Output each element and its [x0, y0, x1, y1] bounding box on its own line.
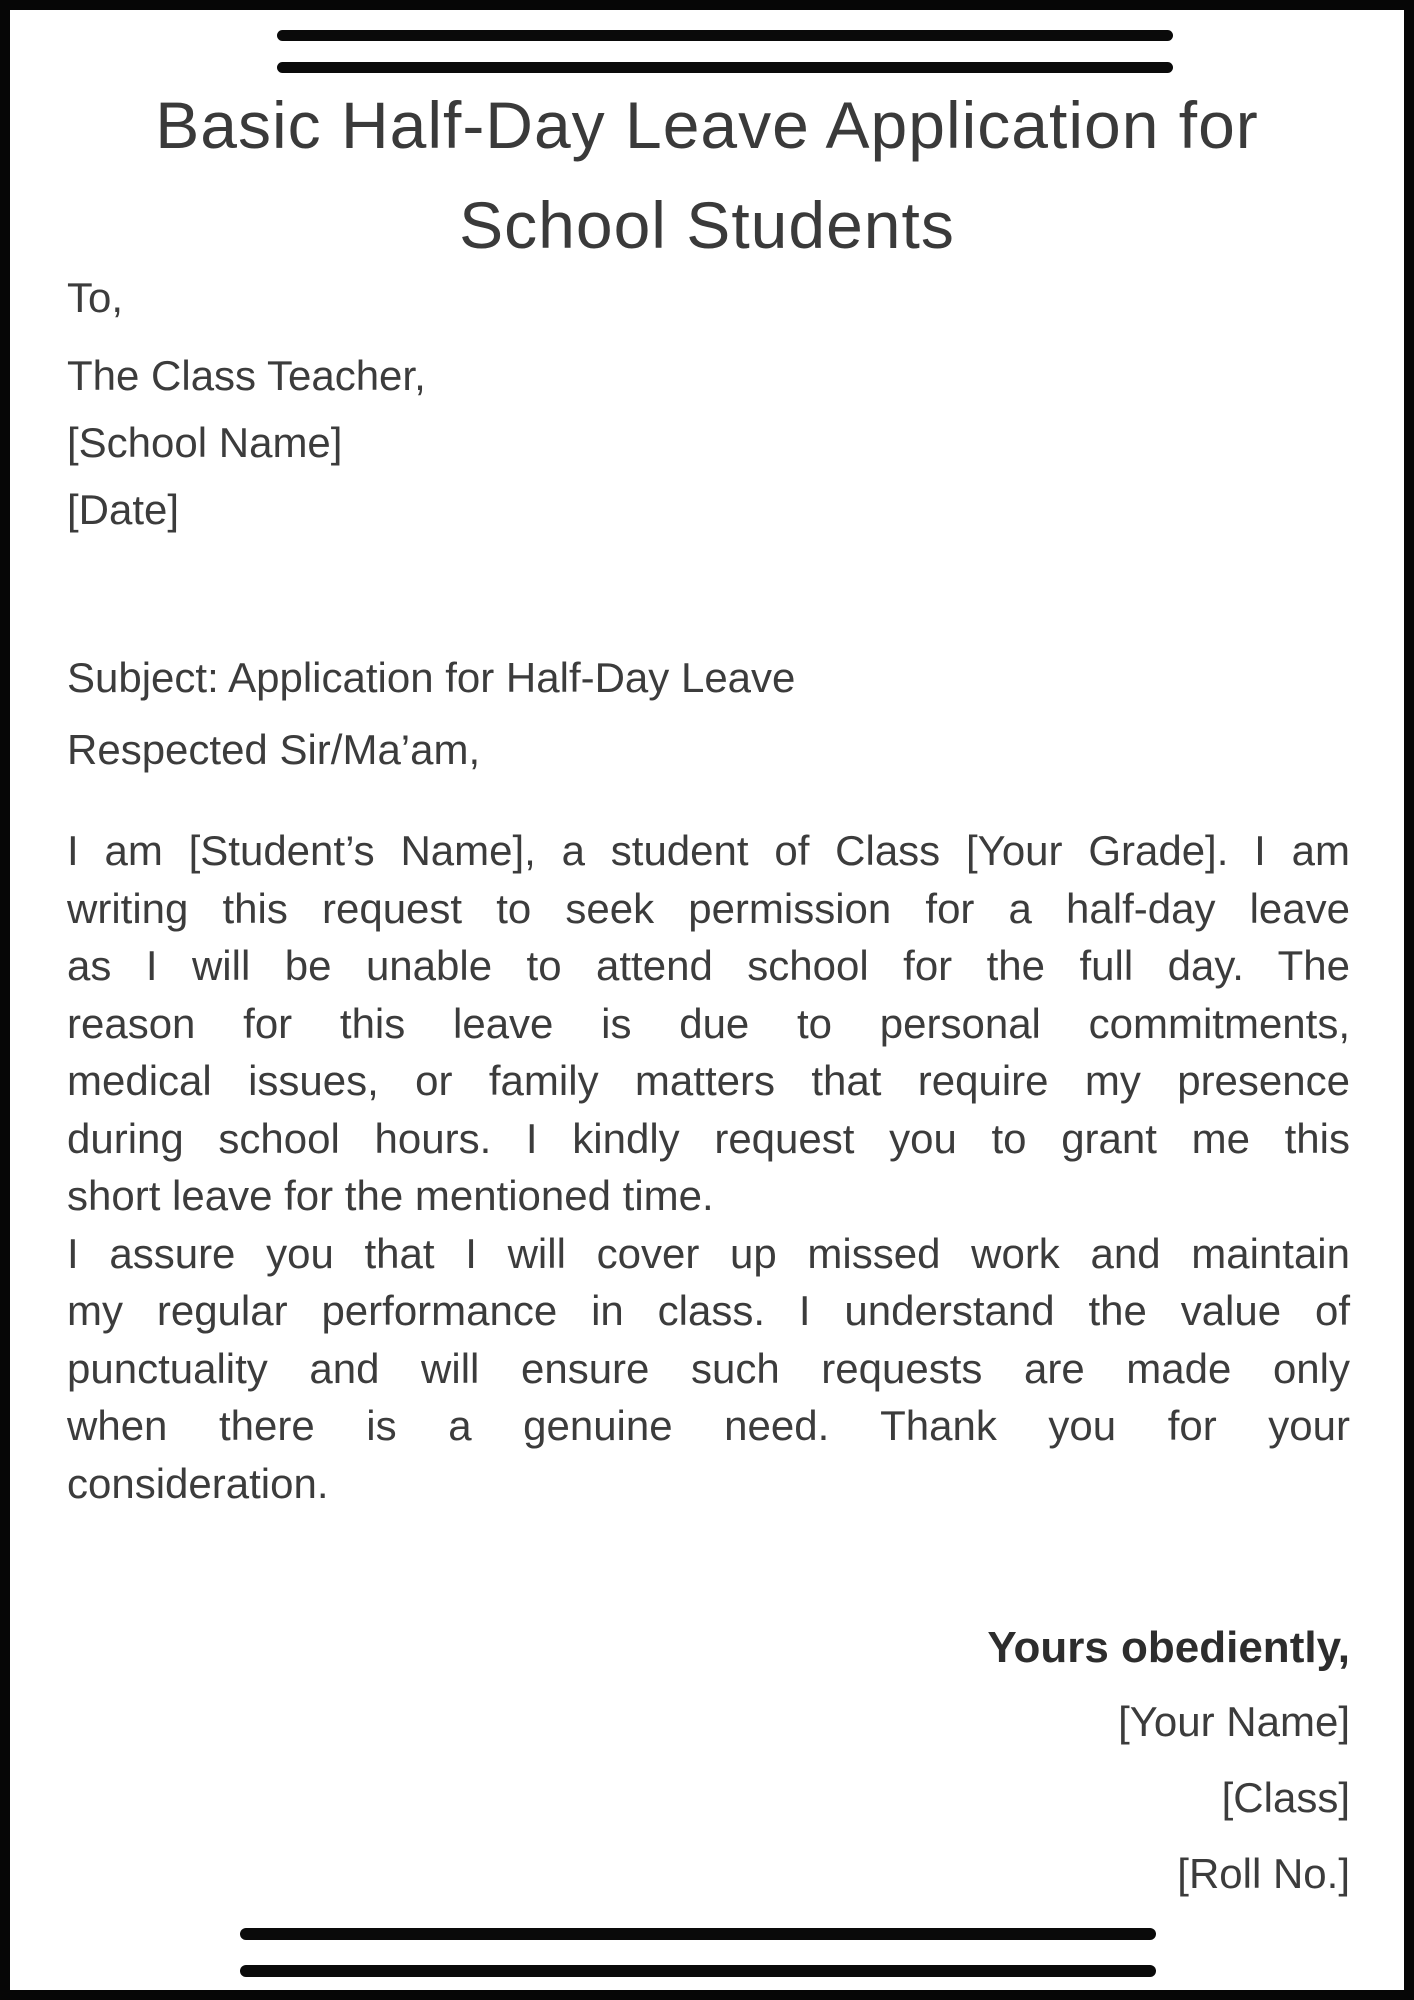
- letter-body: [67, 822, 1350, 1512]
- body-line: during school hours. I kindly request you to grant me this: [67, 1114, 1350, 1162]
- signature-closing: Yours obediently,: [987, 1623, 1350, 1672]
- page-title-line-1: Basic Half-Day Leave Application for: [155, 88, 1259, 162]
- recipient-teacher: The Class Teacher,: [67, 352, 426, 399]
- body-line: I am [Student’s Name], a student of Class [Your Grade]. I am: [67, 827, 1350, 874]
- subject-line: Subject: Application for Half-Day Leave: [67, 654, 796, 701]
- recipient-date-placeholder: [Date]: [67, 486, 180, 533]
- page-title-line-2: School Students: [459, 188, 955, 262]
- body-line: when there is a genuine need. Thank you for your: [67, 1402, 1350, 1449]
- decorative-rule-bottom-1: [240, 1928, 1156, 1940]
- body-line: I assure you that I will cover up missed work and maintain: [67, 1229, 1350, 1277]
- signature-class-placeholder: [Class]: [1221, 1774, 1350, 1821]
- recipient-to: To,: [67, 274, 124, 321]
- decorative-rule-top-2: [277, 62, 1173, 73]
- signature-name-placeholder: [Your Name]: [1118, 1698, 1350, 1745]
- body-line: as I will be unable to attend school for the full day. The: [67, 942, 1350, 989]
- decorative-rule-bottom-2: [240, 1965, 1156, 1977]
- decorative-rule-top-1: [277, 30, 1173, 41]
- salutation-line: Respected Sir/Ma’am,: [67, 726, 481, 773]
- signature-roll-placeholder: [Roll No.]: [1177, 1850, 1350, 1897]
- body-line: punctuality and will ensure such requests are made only: [67, 1344, 1350, 1392]
- body-line: writing this request to seek permission for a half-day leave: [67, 884, 1350, 932]
- body-line: reason for this leave is due to personal commitments,: [67, 999, 1350, 1047]
- body-line: consideration.: [67, 1459, 329, 1507]
- body-line: short leave for the mentioned time.: [67, 1172, 714, 1219]
- body-line: medical issues, or family matters that require my presence: [67, 1057, 1350, 1104]
- page-title: [10, 75, 1404, 275]
- recipient-school-placeholder: [School Name]: [67, 419, 343, 466]
- body-line: my regular performance in class. I understand the value of: [67, 1287, 1350, 1334]
